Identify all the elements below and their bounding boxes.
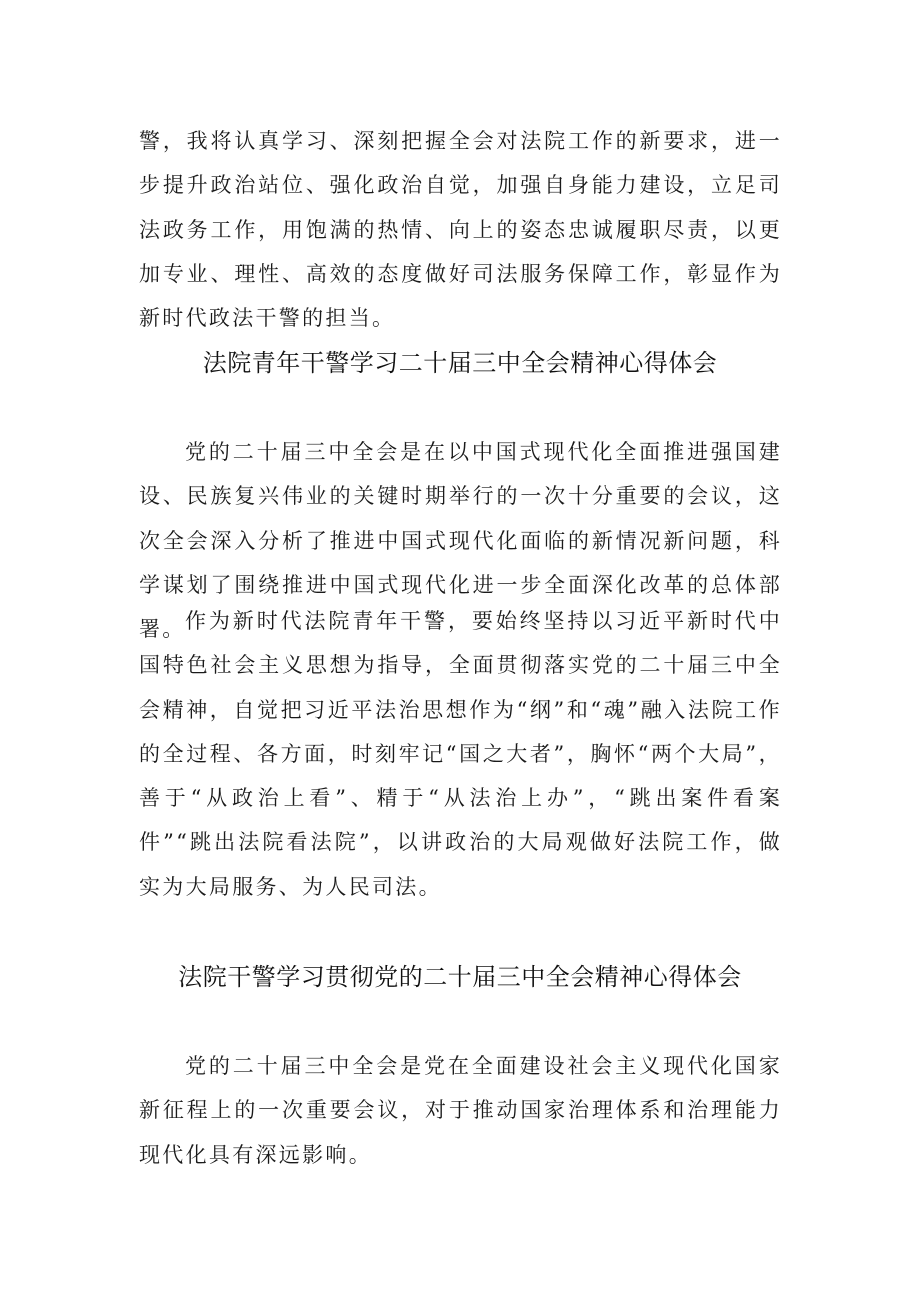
section2-title: 法院干警学习贯彻党的二十届三中全会精神心得体会 <box>178 963 742 991</box>
intro-paragraph: 警，我将认真学习、深刻把握全会对法院工作的新要求，进一步提升政治站位、强化政治自觉，加强自身能力建设，立足司法政务工作，用饱满的热情、向上的姿态忠诚履职尽责，以更加专业、理性、高效的态度做好司法服务保障工作，彰显作为新时代政法干警的担当。 <box>139 129 782 331</box>
section1-title: 法院青年干警学习二十届三中全会精神心得体会 <box>202 349 718 377</box>
section1-paragraph-1: 党的二十届三中全会是在以中国式现代化全面推进强国建设、民族复兴伟业的关键时期举行的一次十分重要的会议，这次全会深入分析了推进中国式现代化面临的新情况新问题，科学谋划了围绕推进中国式现代化进一步全面深化改革的总体部署。 <box>139 440 782 642</box>
section2-paragraph-1: 党的二十届三中全会是党在全面建设社会主义现代化国家新征程上的一次重要会议，对于推动国家治理体系和治理能力现代化具有深远影响。 <box>139 1054 782 1167</box>
section1-paragraph-2: 作为新时代法院青年干警，要始终坚持以习近平新时代中国特色社会主义思想为指导，全面贯彻落实党的二十届三中全会精神，自觉把习近平法治思想作为“纲”和“魂”融入法院工作的全过程、各方面，时刻牢记“国之大者”，胸怀“两个大局”，善于“从政治上看”、精于“从法治上办”，“跳出案件看案件”“跳出法院看法院”，以讲政治的大局观做好法院工作，做实为大局服务、为人民司法。 <box>139 609 782 899</box>
